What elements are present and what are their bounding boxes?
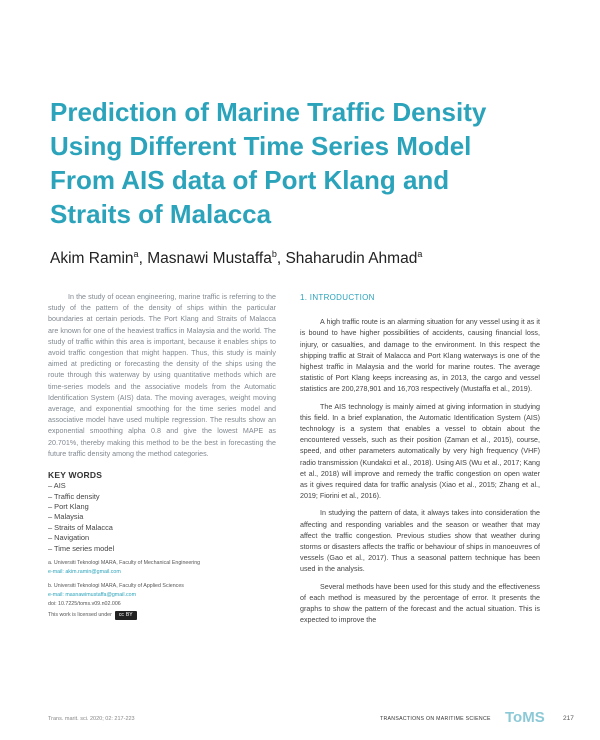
title-line: From AIS data of Port Klang and (50, 165, 450, 195)
cc-by-icon[interactable] (115, 611, 137, 620)
keyword-list (48, 481, 276, 554)
affiliation-b: b. Universiti Teknologi MARA, Faculty of Applied Sciences (48, 582, 184, 589)
affiliation-a: a. Universiti Teknologi MARA, Faculty of Mechanical Engineering (48, 560, 201, 567)
author-affil-mark: a (133, 249, 139, 259)
email-link-b[interactable]: e-mail: masnawimustaffa@gmail.com (48, 591, 136, 598)
author-name: Akim Ramin (50, 250, 134, 268)
keyword-item: – Port Klang (48, 502, 276, 512)
title-line: Using Different Time Series Model (50, 131, 472, 161)
cc-badge-right: BY (125, 612, 133, 619)
journal-logo: ToMS (505, 709, 545, 726)
page-number: 217 (563, 715, 574, 722)
title-line: Prediction of Marine Traffic Density (50, 97, 487, 127)
keyword-item: – Straits of Malacca (48, 523, 276, 533)
cc-badge-left: cc (118, 612, 124, 619)
keyword-item: – Traffic density (48, 492, 276, 502)
license-text: This work is licensed under (48, 612, 112, 618)
body-paragraph: In studying the pattern of data, it always takes into consideration the affecting and responding variables and the season or weather that may affect the traffic congestion. Previous studies show that weather during storms or disasters affects the traffic or behaviour of ships in manoeuvres of vessels (Gao et al., 2017). Thus a seasonal pattern technique has been used in the analysis. (300, 509, 540, 574)
footer-citation: Trans. marit. sci. 2020; 02: 217-223 (48, 716, 135, 722)
keyword-item: – Navigation (48, 533, 276, 543)
author-name: Shaharudin Ahmad (285, 250, 418, 268)
section-heading: 1. INTRODUCTION (300, 293, 375, 302)
left-column (48, 292, 276, 620)
author-list: Akim Ramin$^a$, Masnawi Mustaffa$^b$, Shaharudin Ahmad$^a$ (50, 249, 423, 268)
keyword-item: – AIS (48, 481, 276, 491)
abstract: In the study of ocean engineering, marine traffic is referring to the study of the pattern of the density of ships within the particular boundaries at certain periods. The Port Klang and Straits of Malacca are known for one of the heaviest traffics in Malaysia and the world. The study of traffic within this area is important, because it enables ships to avoid traffic congestion that might happen. Thus, this study is mainly aimed at predicting or forecasting the density of the ships using the route through this waterway by using quantitative methods which are time-series models and the associative models from the Automatic Identification System (AIS) data. The moving averages, weight moving average, and exponential smoothing for the time series model and associative model have used multiple regression. The results show an exponential smoothing alpha 0.8 and give the lowest MAPE as 20.701%, thereby making this method to be the best in forecasting the future traffic density among the method categories. (48, 293, 276, 458)
footer-journal-name: TRANSACTIONS ON MARITIME SCIENCE (380, 716, 491, 722)
keyword-item: – Time series model (48, 544, 276, 554)
email-link-a[interactable]: e-mail: akim.ramin@gmail.com (48, 569, 121, 576)
paper-title (50, 95, 550, 231)
doi[interactable]: doi: 10.7225/toms.v09.n02.006 (48, 600, 121, 607)
author-affil-mark: a (417, 249, 423, 259)
keyword-item: – Malaysia (48, 512, 276, 522)
license-line (48, 611, 276, 620)
body-paragraph: Several methods have been used for this study and the effectiveness of each method is measured by the percentage of error. It presents the graphs to show the pattern of the forecast and the actual situation. This is expected to improve the (300, 582, 540, 625)
right-column (300, 292, 540, 626)
title-line: Straits of Malacca (50, 199, 272, 229)
author-name: Masnawi Mustaffa (147, 250, 272, 268)
body-paragraph: The AIS technology is mainly aimed at giving information in studying this field. In a brief explanation, the Automatic Identification System (AIS) technology is a system that enables a vessel to obtain about the encountered vessels, such as their position (Zaman et al., 2015), course, speed, and other parameters automatically by very high frequency (VHF) radio transmission (Kundakci et al., 2018). Using AIS (Wu et al., 2017; Kang et al., 2018) will improve and remedy the traffic congestion on open water as it gives required data for traffic analysis (Xiao et al., 2015; Zhang et al., 2019; Fiorini et al., 2016). (300, 402, 540, 501)
author-affil-mark: b (271, 249, 277, 259)
body-paragraph: A high traffic route is an alarming situation for any vessel using it as it is bound to have higher possibilities of accidents, causing financial loss, injury, or casualties, and damage to the environment. In this respect the shipping traffic at Strait of Malacca and Port Klang waterways is one of the highest traffic in Malaysia and the world for marine routes. The average statistic of Port Klang keeps increasing as, in 2013, the cargo and vessel statistics are 200,278,901 and 16,703 respectively (Mustaffa et al., 2019). (300, 318, 540, 394)
keywords-heading: KEY WORDS (48, 470, 103, 481)
